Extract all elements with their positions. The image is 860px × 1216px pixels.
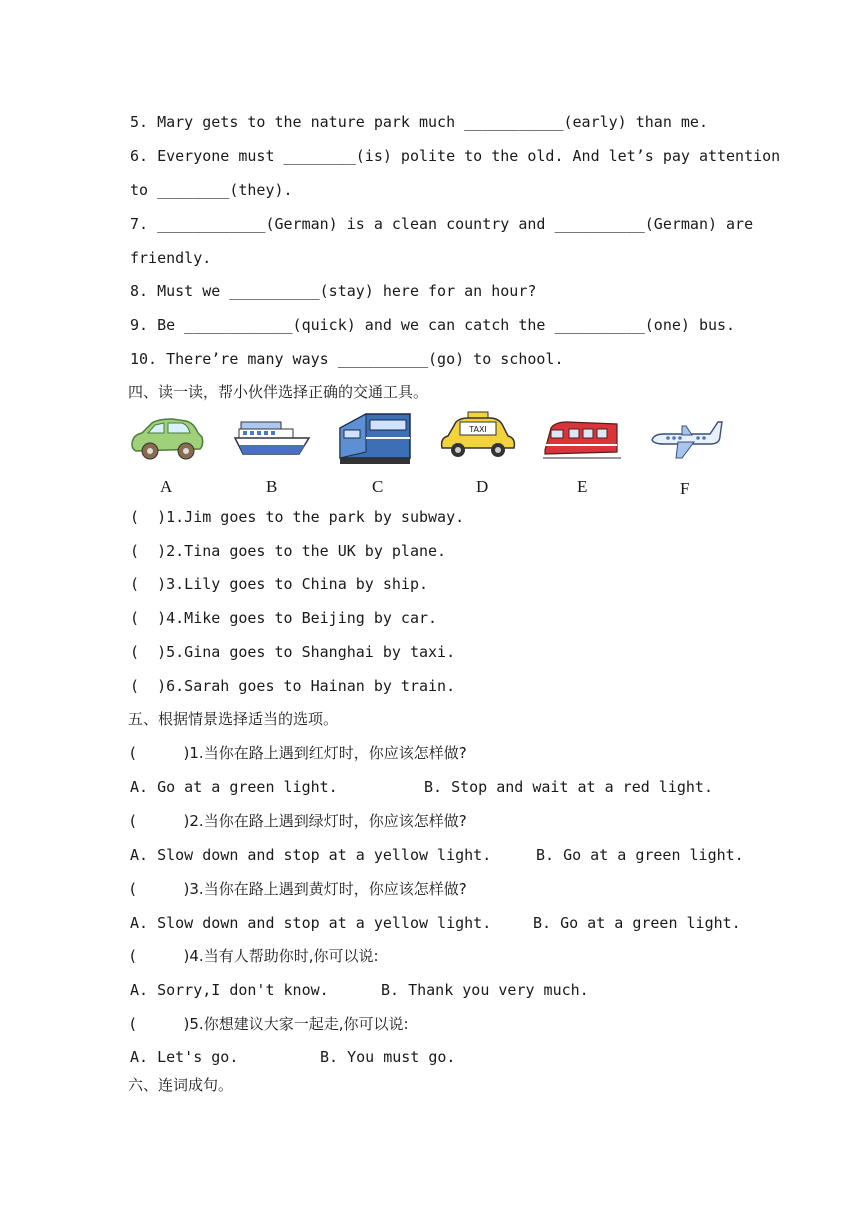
option-4-b: B. Thank you very much. — [381, 981, 589, 999]
vehicle-label-e: E — [577, 477, 588, 496]
situation-question-2: ( )2.当你在路上遇到绿灯时，你应该怎样做? — [130, 812, 467, 830]
question-9: 9. Be ____________(quick) and we can catch the __________(one) bus. — [130, 316, 736, 334]
taxi-icon — [438, 410, 518, 464]
question-8: 8. Must we __________(stay) here for an hour? — [130, 282, 537, 300]
vehicle-label-f: F — [680, 479, 690, 498]
match-item-3: ( )3.Lily goes to China by ship. — [130, 575, 429, 593]
question-7-line-1: 7. ____________(German) is a clean country and __________(German) are — [130, 215, 754, 233]
car-icon — [128, 415, 206, 463]
vehicle-label-a: A — [160, 477, 173, 496]
question-5: 5. Mary gets to the nature park much ___________(early) than me. — [130, 113, 708, 131]
question-7-line-2: friendly. — [130, 249, 212, 267]
ship-icon — [233, 418, 311, 460]
section-4-title: 四、读一读，帮小伙伴选择正确的交通工具。 — [128, 383, 429, 401]
question-6-line-2: to ________(they). — [130, 181, 293, 199]
situation-question-5: ( )5.你想建议大家一起走,你可以说: — [130, 1015, 409, 1033]
vehicle-label-d: D — [476, 477, 489, 496]
match-item-6: ( )6.Sarah goes to Hainan by train. — [130, 677, 456, 695]
match-item-4: ( )4.Mike goes to Beijing by car. — [130, 609, 438, 627]
option-1-b: B. Stop and wait at a red light. — [424, 778, 713, 796]
section-6-title: 六、连词成句。 — [128, 1076, 234, 1094]
option-3-b: B. Go at a green light. — [533, 914, 741, 932]
section-5-title: 五、根据情景选择适当的选项。 — [128, 710, 339, 728]
match-item-1: ( )1.Jim goes to the park by subway. — [130, 508, 465, 526]
option-5-a: A. Let's go. — [130, 1048, 239, 1066]
situation-question-1: ( )1.当你在路上遇到红灯时，你应该怎样做? — [130, 744, 467, 762]
vehicle-label-b: B — [266, 477, 278, 496]
option-2-b: B. Go at a green light. — [536, 846, 744, 864]
situation-question-3: ( )3.当你在路上遇到黄灯时，你应该怎样做? — [130, 880, 467, 898]
match-item-2: ( )2.Tina goes to the UK by plane. — [130, 542, 447, 560]
taxi-sign: TAXI — [469, 425, 487, 434]
plane-icon — [648, 418, 724, 462]
option-4-a: A. Sorry,I don't know. — [130, 981, 329, 999]
option-3-a: A. Slow down and stop at a yellow light. — [130, 914, 492, 932]
subway-icon — [543, 418, 621, 462]
train-icon — [336, 408, 416, 468]
question-10: 10. There’re many ways __________(go) to school. — [130, 350, 564, 368]
situation-question-4: ( )4.当有人帮助你时,你可以说: — [130, 947, 379, 965]
match-item-5: ( )5.Gina goes to Shanghai by taxi. — [130, 643, 456, 661]
option-5-b: B. You must go. — [320, 1048, 456, 1066]
option-2-a: A. Slow down and stop at a yellow light. — [130, 846, 492, 864]
vehicle-label-c: C — [372, 477, 384, 496]
question-6-line-1: 6. Everyone must ________(is) polite to the old. And let’s pay attention — [130, 147, 781, 165]
option-1-a: A. Go at a green light. — [130, 778, 338, 796]
